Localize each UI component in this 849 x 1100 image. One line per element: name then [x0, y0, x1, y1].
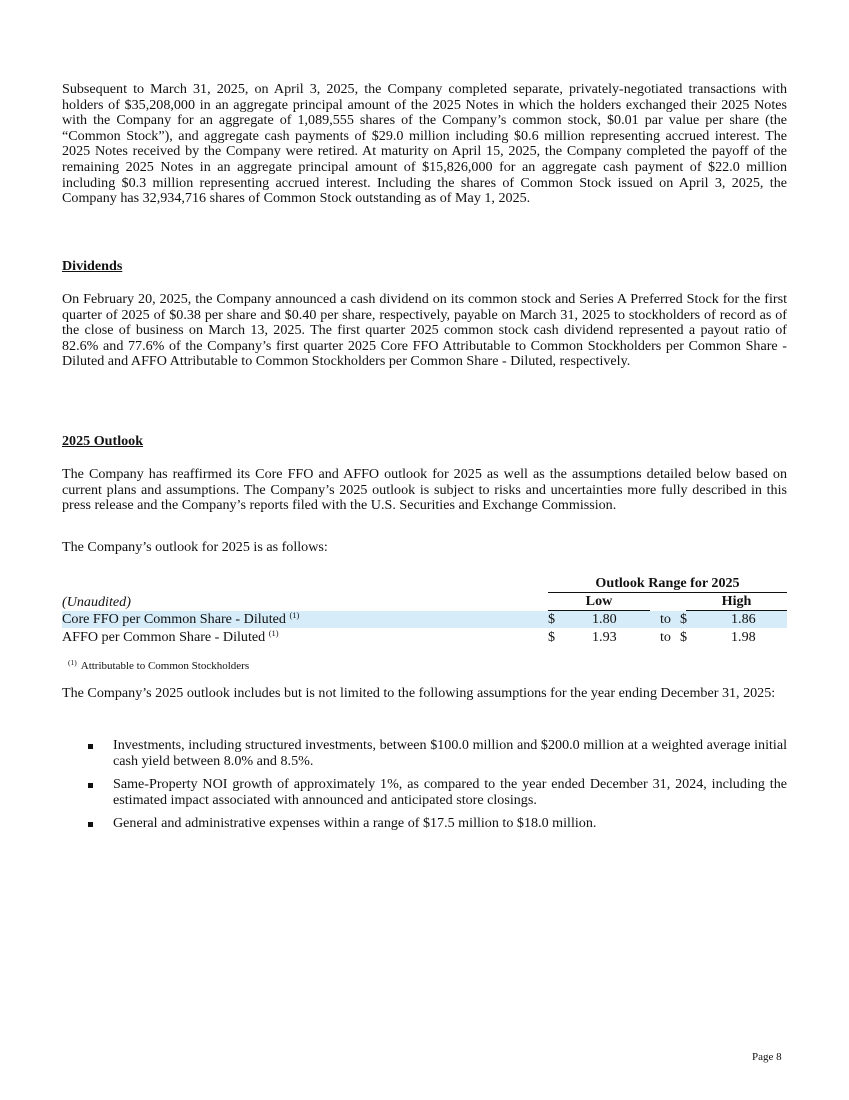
assumptions-list	[86, 738, 787, 840]
subsequent-events-paragraph: Subsequent to March 31, 2025, on April 3, 2025, the Company completed separate, privately-negotiated transactions with holders of $35,208,000 in an aggregate principal amount of the 2025 Notes in which the holders exchanged their 2025 Notes with the Company for an aggregate of 1,089,555 shares of the Company’s common stock, $0.01 par value per share (the “Common Stock”), and aggregate cash payments of $29.0 million including $0.6 million representing accrued interest. The 2025 Notes received by the Company were retired. At maturity on April 15, 2025, the Company completed the payoff of the remaining 2025 Notes in an aggregate principal amount of $15,826,000 for an aggregate cash payment of $22.0 million including $0.3 million representing accrued interest. Including the shares of Common Stock issued on April 3, 2025, the Company has 32,934,716 shares of Common Stock outstanding as of May 1, 2025.	[62, 81, 787, 207]
outlook-paragraph: The Company has reaffirmed its Core FFO and AFFO outlook for 2025 as well as the assumptions detailed below based on current plans and assumptions. The Company’s 2025 outlook is subject to risks and uncertainties more fully described in this press release and the Company’s reports filed with the U.S. Securities and Exchange Commission.	[62, 466, 787, 514]
table-footnote	[68, 655, 249, 675]
list-item: Same-Property NOI growth of approximately 1%, as compared to the year ended December 31, 2024, including the estimated impact associated with announced and anticipated store closings.	[86, 777, 787, 808]
unaudited-label: (Unaudited)	[62, 594, 131, 610]
list-item: General and administrative expenses within a range of $17.5 million to $18.0 million.	[86, 816, 787, 832]
row-label: AFFO per Common Share - Diluted $^{(1)}$	[62, 628, 279, 645]
bullet-icon	[88, 822, 93, 827]
footnote-marker: (1)	[268, 628, 279, 638]
table-row-affo	[62, 629, 787, 646]
dividends-paragraph: On February 20, 2025, the Company announced a cash dividend on its common stock and Series A Preferred Stock for the first quarter of 2025 of $0.38 per share and $0.40 per share, respectively, payable on March 31, 2025 to stockholders of record as of the close of business on March 13, 2025. The first quarter 2025 common stock cash dividend represented a payout ratio of 82.6% and 77.6% of the Company’s first quarter 2025 Core FFO Attributable to Common Stockholders per Common Share - Diluted and AFFO Attributable to Common Stockholders per Common Share - Diluted, respectively.	[62, 291, 787, 370]
high-value: 1.86	[731, 611, 756, 627]
list-item: Investments, including structured investments, between $100.0 million and $200.0 million at a weighted average initial cash yield between 8.0% and 8.5%.	[86, 738, 787, 769]
currency-symbol: $	[680, 611, 688, 627]
page-number: Page 8	[752, 1051, 782, 1063]
high-value: 1.98	[731, 629, 756, 645]
bullet-icon	[88, 783, 93, 788]
outlook-heading: 2025 Outlook	[62, 433, 144, 449]
high-column-header: High	[686, 594, 787, 611]
low-value: 1.93	[592, 629, 617, 645]
currency-symbol: $	[548, 611, 556, 627]
footnote-marker: (1)	[289, 610, 300, 620]
footnote-text: Attributable to Common Stockholders	[80, 660, 250, 672]
dividends-heading: Dividends	[62, 258, 123, 274]
footnote-marker: (1)	[68, 658, 77, 667]
outlook-range-header: Outlook Range for 2025	[548, 576, 787, 593]
assumptions-intro: The Company’s 2025 outlook includes but is not limited to the following assumptions for the year ending December 31, 2025:	[62, 685, 776, 701]
bullet-icon	[88, 744, 93, 749]
table-row-core-ffo	[62, 611, 787, 628]
outlook-intro: The Company’s outlook for 2025 is as follows:	[62, 539, 328, 555]
range-to: to	[660, 629, 671, 645]
range-to: to	[660, 611, 671, 627]
low-value: 1.80	[592, 611, 617, 627]
currency-symbol: $	[680, 629, 688, 645]
currency-symbol: $	[548, 629, 556, 645]
low-column-header: Low	[548, 594, 650, 611]
row-label: Core FFO per Common Share - Diluted $^{(1)}$	[62, 610, 300, 627]
